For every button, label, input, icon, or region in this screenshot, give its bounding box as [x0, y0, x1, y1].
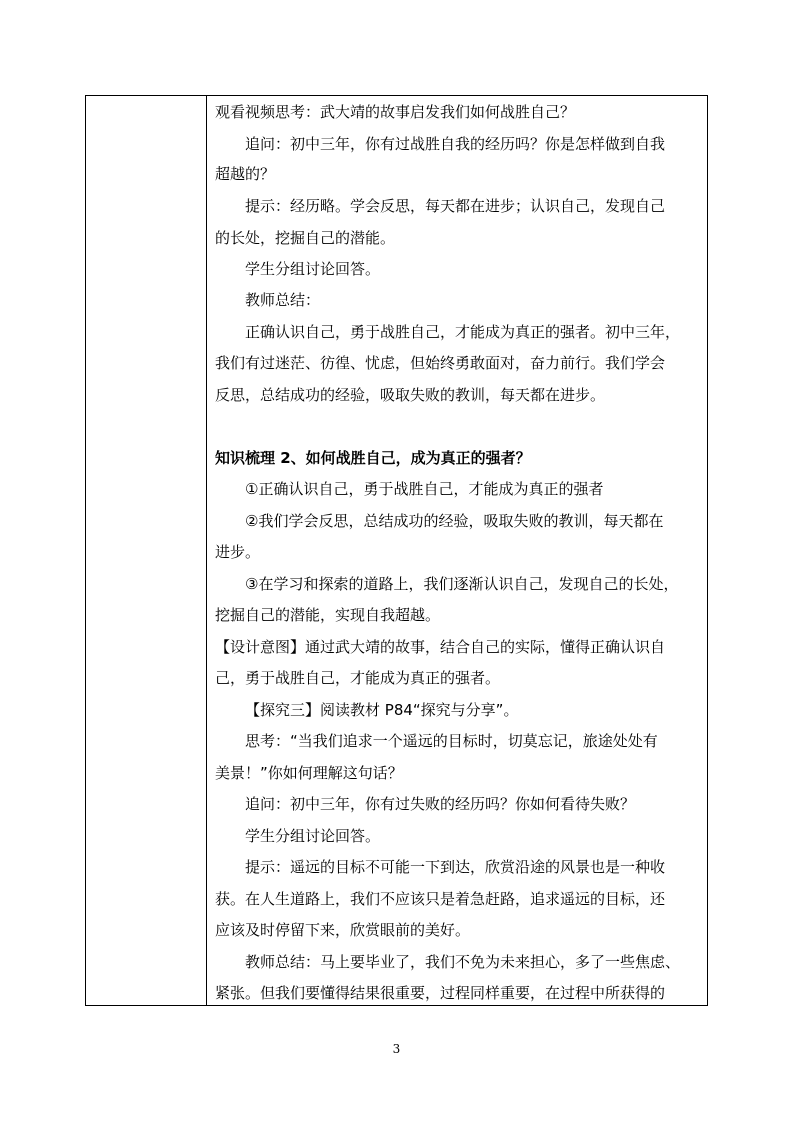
text-line: 进步。 [215, 543, 261, 561]
text-line: 学生分组讨论回答。 [245, 260, 381, 278]
text-line: ①正确认识自己，勇于战胜自己，才能成为真正的强者 [245, 480, 604, 498]
text-line: 观看视频思考：武大靖的故事启发我们如何战胜自己？ [215, 103, 576, 121]
text-line: ③在学习和探索的道路上，我们逐渐认识自己，发现自己的长处， [245, 575, 679, 593]
text-line: 提示：经历略。学会反思，每天都在进步；认识自己，发现自己 [245, 197, 666, 215]
page-number: 3 [392, 1042, 401, 1056]
text-line: 反思，总结成功的经验，吸取失败的教训，每天都在进步。 [215, 386, 606, 404]
text-line: 思考：“当我们追求一个遥远的目标时，切莫忘记，旅途处处有 [245, 732, 658, 750]
text-line: 教师总结：马上要毕业了，我们不免为未来担心，多了一些焦虑、 [245, 953, 681, 971]
text-line: 己，勇于战胜自己，才能成为真正的强者。 [215, 669, 501, 687]
text-line: 应该及时停留下来，欣赏眼前的美好。 [215, 921, 471, 939]
section-heading: 知识梳理 2、如何战胜自己，成为真正的强者？ [215, 449, 531, 467]
text-line: ②我们学会反思，总结成功的经验，吸取失败的教训，每天都在 [245, 512, 664, 530]
text-line: 美景！”你如何理解这句话？ [215, 764, 403, 782]
text-line: 追问：初中三年，你有过战胜自我的经历吗？你是怎样做到自我 [245, 135, 666, 153]
text-line: 【设计意图】通过武大靖的故事，结合自己的实际，懂得正确认识自 [215, 638, 666, 656]
text-line: 我们有过迷茫、彷徨、忧虑，但始终勇敢面对，奋力前行。我们学会 [215, 354, 666, 372]
text-line: 获。在人生道路上，我们不应该只是着急赶路，追求遥远的目标，还 [215, 890, 666, 908]
text-line: 【探究三】阅读教材 P84“探究与分享”。 [245, 701, 519, 719]
text-line: 超越的？ [215, 165, 276, 183]
text-line: 追问：初中三年，你有过失败的经历吗？你如何看待失败？ [245, 795, 636, 813]
column-divider [206, 95, 207, 1006]
text-line: 挖掘自己的潜能，实现自我超越。 [215, 606, 441, 624]
text-line: 提示：遥远的目标不可能一下到达，欣赏沿途的风景也是一种收 [245, 858, 666, 876]
text-line: 学生分组讨论回答。 [245, 827, 381, 845]
text-line: 教师总结： [245, 291, 321, 309]
text-line: 紧张。但我们要懂得结果很重要，过程同样重要，在过程中所获得的 [215, 984, 666, 1002]
text-line: 正确认识自己，勇于战胜自己，才能成为真正的强者。初中三年， [245, 323, 681, 341]
text-line: 的长处，挖掘自己的潜能。 [215, 229, 396, 247]
